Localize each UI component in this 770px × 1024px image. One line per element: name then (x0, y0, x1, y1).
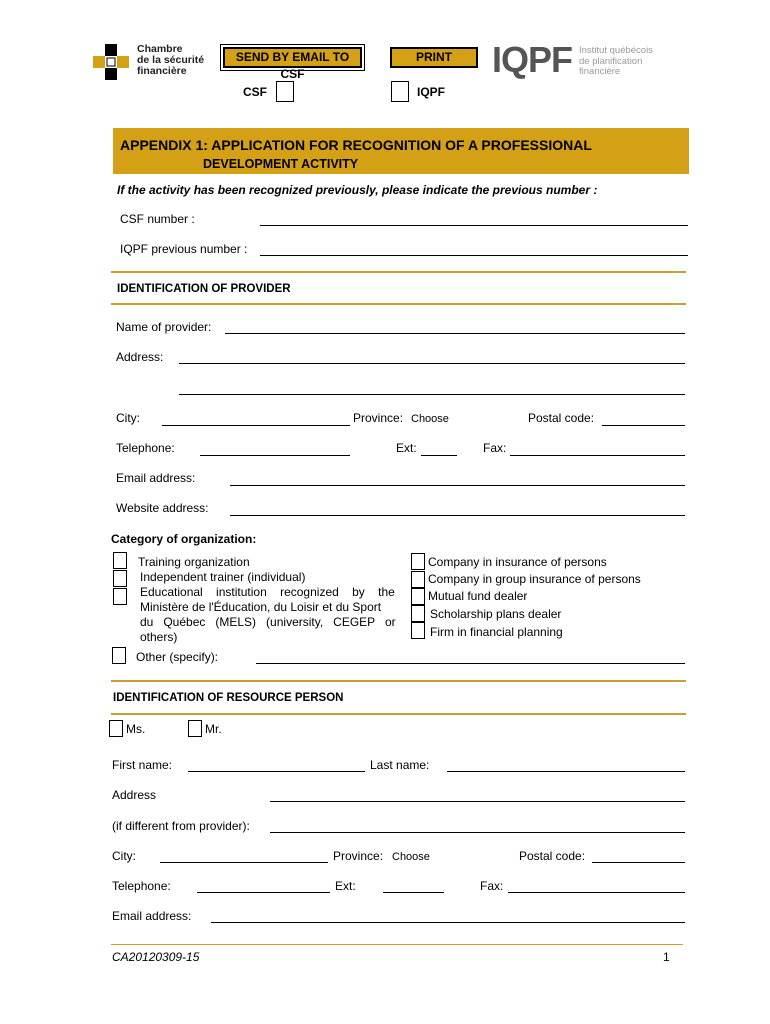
page-number: 1 (663, 950, 670, 964)
resource-last-name-label: Last name: (370, 758, 430, 772)
mr-label: Mr. (205, 722, 222, 736)
title-bar (113, 128, 689, 174)
provider-address-field-2[interactable] (179, 394, 685, 395)
resource-city-label: City: (112, 849, 136, 863)
resource-email-field[interactable] (211, 922, 685, 923)
provider-telephone-field[interactable] (200, 455, 350, 456)
csf-checkbox[interactable] (276, 81, 294, 102)
csf-logo (93, 42, 233, 82)
category-scholarship-checkbox[interactable] (411, 605, 425, 622)
provider-province-label: Province: (353, 411, 404, 425)
provider-ext-label: Ext: (396, 441, 417, 455)
iqpf-logo (492, 40, 662, 82)
category-educational-line4: others) (140, 630, 178, 644)
category-other-checkbox[interactable] (112, 647, 126, 664)
iqpf-sub-line2: de planification (579, 55, 643, 67)
resource-postal-field[interactable] (592, 862, 685, 863)
resource-last-name-field[interactable] (447, 771, 685, 772)
resource-address-note: (if different from provider): (112, 819, 250, 833)
title-line1: APPENDIX 1: APPLICATION FOR RECOGNITION OF A PROFESSIONAL (120, 137, 592, 153)
provider-website-label: Website address: (116, 501, 209, 515)
iqpf-number-label: IQPF previous number : (120, 242, 248, 256)
footer-code: CA20120309-15 (112, 950, 200, 964)
category-title: Category of organization: (111, 532, 257, 546)
provider-section-title: IDENTIFICATION OF PROVIDER (117, 283, 291, 295)
provider-ext-field[interactable] (421, 455, 457, 456)
category-training-checkbox[interactable] (113, 552, 127, 569)
csf-checkbox-label: CSF (243, 85, 267, 99)
provider-city-label: City: (116, 411, 140, 425)
divider (111, 713, 686, 715)
category-educational-checkbox[interactable] (113, 588, 127, 605)
iqpf-checkbox-label: IQPF (417, 85, 446, 99)
category-insurance-persons-label: Company in insurance of persons (428, 555, 607, 569)
category-financial-planning-checkbox[interactable] (411, 622, 425, 639)
provider-address-field[interactable] (179, 363, 685, 364)
provider-address-label: Address: (116, 350, 164, 364)
category-other-label: Other (specify): (136, 650, 219, 664)
resource-address-field[interactable] (270, 801, 685, 802)
provider-fax-label: Fax: (483, 441, 507, 455)
divider (111, 271, 686, 273)
category-educational-line1: Educational institution recognized by the (140, 585, 395, 599)
print-button[interactable]: PRINT (390, 47, 478, 68)
provider-website-field[interactable] (230, 515, 685, 516)
iqpf-checkbox[interactable] (391, 81, 409, 102)
ms-label: Ms. (126, 722, 146, 736)
resource-province-select[interactable]: Choose (392, 851, 430, 863)
resource-section-title: IDENTIFICATION OF RESOURCE PERSON (113, 692, 344, 704)
resource-telephone-label: Telephone: (112, 879, 171, 893)
divider (111, 680, 686, 682)
category-independent-label: Independent trainer (individual) (140, 570, 306, 584)
csf-logo-line1: Chambre (137, 43, 183, 55)
category-other-field[interactable] (256, 663, 685, 664)
divider (111, 303, 686, 305)
category-mutual-fund-label: Mutual fund dealer (428, 589, 528, 603)
provider-telephone-label: Telephone: (116, 441, 175, 455)
previous-instruction: If the activity has been recognized previously, please indicate the previous number : (117, 183, 598, 197)
resource-telephone-field[interactable] (197, 892, 330, 893)
csf-number-field[interactable] (260, 225, 688, 226)
category-scholarship-label: Scholarship plans dealer (430, 607, 562, 621)
category-mutual-fund-checkbox[interactable] (411, 588, 425, 605)
provider-email-label: Email address: (116, 471, 196, 485)
category-insurance-persons-checkbox[interactable] (411, 553, 425, 570)
category-financial-planning-label: Firm in financial planning (430, 625, 563, 639)
iqpf-number-field[interactable] (260, 255, 688, 256)
send-email-button[interactable]: SEND BY EMAIL TO CSF (223, 47, 362, 68)
iqpf-sub-line3: financière (579, 66, 621, 77)
csf-logo-line3: financière (137, 65, 187, 77)
csf-logo-mark (93, 44, 129, 80)
iqpf-sub-line1: Institut québécois (579, 45, 653, 56)
category-educational-line3: du Québec (MELS) (university, CEGEP or (140, 615, 396, 629)
resource-first-name-field[interactable] (188, 771, 365, 772)
csf-number-label: CSF number : (120, 212, 195, 226)
resource-ext-label: Ext: (335, 879, 356, 893)
title-line2: DEVELOPMENT ACTIVITY (203, 157, 359, 171)
ms-checkbox[interactable] (109, 720, 123, 737)
category-independent-checkbox[interactable] (113, 570, 127, 587)
resource-first-name-label: First name: (112, 758, 173, 772)
resource-address-label: Address (112, 788, 157, 802)
provider-province-select[interactable]: Choose (411, 413, 449, 425)
resource-fax-label: Fax: (480, 879, 504, 893)
resource-province-label: Province: (333, 849, 384, 863)
resource-address-field-2[interactable] (270, 832, 685, 833)
provider-city-field[interactable] (162, 425, 350, 426)
resource-postal-label: Postal code: (519, 849, 586, 863)
category-educational-text (140, 585, 406, 645)
provider-email-field[interactable] (230, 485, 685, 486)
provider-name-field[interactable] (225, 333, 685, 334)
category-group-insurance-label: Company in group insurance of persons (428, 572, 641, 586)
resource-fax-field[interactable] (508, 892, 685, 893)
resource-ext-field[interactable] (383, 892, 444, 893)
resource-email-label: Email address: (112, 909, 192, 923)
resource-city-field[interactable] (160, 862, 328, 863)
category-group-insurance-checkbox[interactable] (411, 571, 425, 588)
provider-postal-field[interactable] (602, 425, 685, 426)
csf-logo-line2: de la sécurité (137, 54, 205, 66)
iqpf-logo-text: IQPF (492, 39, 573, 80)
footer-divider (111, 944, 683, 945)
provider-name-label: Name of provider: (116, 320, 212, 334)
category-training-label: Training organization (138, 555, 250, 569)
mr-checkbox[interactable] (188, 720, 202, 737)
category-educational-line2: Ministère de l'Éducation, du Loisir et du Sport (140, 600, 382, 614)
provider-fax-field[interactable] (510, 455, 685, 456)
provider-postal-label: Postal code: (528, 411, 595, 425)
